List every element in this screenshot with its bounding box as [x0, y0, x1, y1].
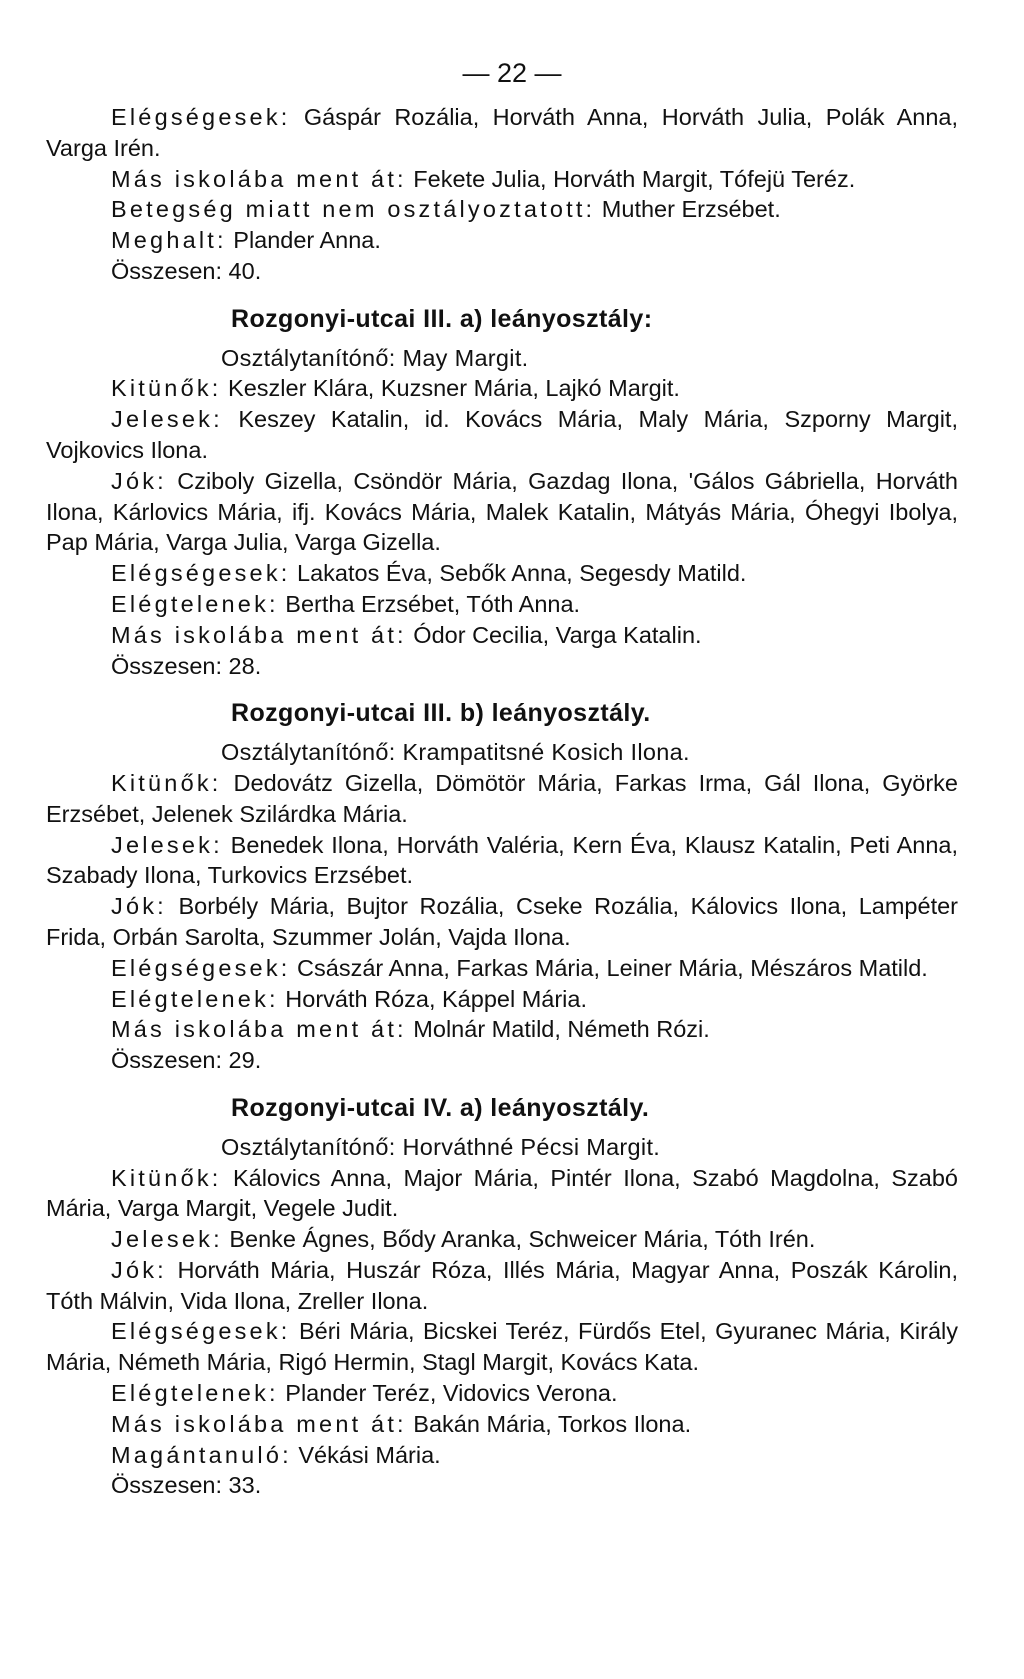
paragraph-text: 28. — [222, 652, 262, 679]
section-3b — [46, 698, 958, 1076]
paragraph-label: Összesen: — [111, 1047, 223, 1074]
page-content — [46, 102, 958, 1501]
paragraph-label: Összesen: — [111, 652, 223, 679]
section-heading: Rozgonyi-utcai III. b) leányosztály. — [231, 699, 651, 728]
paragraph-elegsegesek — [46, 102, 958, 164]
paragraph-elegsegesek — [46, 953, 958, 984]
paragraph-text: Benedek Ilona, Horváth Valéria, Kern Éva, Klausz Katalin, Peti Anna, Szabady Ilona, Turkovics Erzsébet. — [46, 831, 958, 889]
paragraph-label: Elégtelenek: — [111, 1380, 279, 1407]
paragraph-text: Kálovics Anna, Major Mária, Pintér Ilona, Szabó Magdolna, Szabó Mária, Varga Margit, Vegele Judit. — [46, 1164, 958, 1222]
paragraph-text: Gáspár Rozália, Horváth Anna, Horváth Julia, Polák Anna, Varga Irén. — [46, 104, 958, 161]
section-3a — [46, 304, 958, 682]
paragraph-label: Elégségesek: — [111, 104, 291, 130]
paragraph-text: Bakán Mária, Torkos Ilona. — [406, 1410, 692, 1437]
paragraph-jok — [46, 466, 958, 558]
paragraph-jelesek — [46, 1224, 958, 1255]
paragraph-label: Összesen: — [111, 1472, 223, 1499]
paragraph-text: Bertha Erzsébet, Tóth Anna. — [278, 590, 581, 617]
class-teacher: Osztálytanítónő: Krampatitsné Kosich Ilona. — [221, 739, 690, 766]
paragraph-text: Horváth Róza, Káppel Mária. — [278, 985, 588, 1012]
paragraph-mas-iskola — [46, 620, 958, 651]
paragraph-label: Kitünők: — [111, 1164, 222, 1191]
paragraph-text: Vékási Mária. — [291, 1441, 441, 1468]
section-continuation — [46, 102, 958, 287]
paragraph-mas-iskola — [46, 1014, 958, 1045]
paragraph-kitunok — [46, 1163, 958, 1225]
paragraph-text: Fekete Julia, Horváth Margit, Tófejü Teréz. — [406, 165, 856, 192]
page-number: — 22 — — [462, 58, 562, 88]
paragraph-label: Elégségesek: — [111, 1318, 291, 1345]
paragraph-text: Béri Mária, Bicskei Teréz, Fürdős Etel, Gyuranec Mária, Király Mária, Németh Mária, Rigó Hermin, Stagl Margit, Kovács Kata. — [46, 1318, 958, 1376]
paragraph-text: Plander Anna. — [226, 227, 381, 254]
paragraph-text: Borbély Mária, Bujtor Rozália, Cseke Rozália, Kálovics Ilona, Lampéter Frida, Orbán Sarolta, Szummer Jolán, Vajda Ilona. — [46, 893, 958, 950]
paragraph-label: Más iskolába ment át: — [111, 621, 407, 648]
paragraph-label: Elégségesek: — [111, 560, 291, 587]
paragraph-text: Császár Anna, Farkas Mária, Leiner Mária, Mészáros Matild. — [290, 954, 928, 981]
paragraph-label: Jók: — [111, 467, 167, 494]
paragraph-text: Plander Teréz, Vidovics Verona. — [278, 1380, 618, 1407]
paragraph-mas-iskola — [46, 164, 958, 195]
paragraph-osszesen — [46, 651, 958, 682]
paragraph-elegtelenek — [46, 589, 958, 620]
paragraph-elegtelenek — [46, 984, 958, 1015]
paragraph-text: Muther Erzsébet. — [595, 196, 781, 223]
section-heading: Rozgonyi-utcai IV. a) leányosztály. — [231, 1093, 650, 1122]
paragraph-text: Molnár Matild, Németh Rózi. — [406, 1016, 710, 1043]
paragraph-elegtelenek — [46, 1378, 958, 1409]
paragraph-label: Jelesek: — [111, 1226, 223, 1253]
paragraph-label: Más iskolába ment át: — [111, 165, 407, 192]
paragraph-text: Ódor Cecilia, Varga Katalin. — [406, 621, 702, 648]
paragraph-label: Jelesek: — [111, 406, 223, 433]
paragraph-text: Lakatos Éva, Sebők Anna, Segesdy Matild. — [290, 560, 747, 587]
paragraph-magantanulo — [46, 1440, 958, 1471]
paragraph-text: Horváth Mária, Huszár Róza, Illés Mária, Magyar Anna, Poszák Károlin, Tóth Málvin, Vida Ilona, Zreller Ilona. — [46, 1256, 958, 1314]
paragraph-elegsegesek — [46, 558, 958, 589]
paragraph-text: Cziboly Gizella, Csöndör Mária, Gazdag Ilona, 'Gálos Gábriella, Horváth Ilona, Kárlovics Mária, ifj. Kovács Mária, Malek Katalin, Mátyás Mária, Óhegyi Ibolya, Pap Mária, Varga Julia, Varga Gizella. — [46, 467, 958, 556]
paragraph-label: Elégtelenek: — [111, 985, 279, 1012]
paragraph-label: Jók: — [111, 1256, 167, 1283]
paragraph-label: Összesen: — [111, 257, 223, 284]
paragraph-text: 29. — [222, 1047, 262, 1074]
paragraph-label: Más iskolába ment át: — [111, 1016, 407, 1043]
paragraph-text: Keszler Klára, Kuzsner Mária, Lajkó Margit. — [221, 375, 680, 402]
paragraph-osszesen — [46, 1045, 958, 1076]
paragraph-text: 33. — [222, 1472, 262, 1499]
paragraph-kitunok — [46, 768, 958, 830]
paragraph-kitunok — [46, 373, 958, 404]
paragraph-betegseg — [46, 194, 958, 225]
paragraph-meghalt — [46, 225, 958, 256]
paragraph-label: Meghalt: — [111, 227, 227, 254]
paragraph-jok — [46, 891, 958, 953]
class-teacher: Osztálytanítónő: May Margit. — [221, 344, 529, 371]
paragraph-label: Kitünők: — [111, 769, 222, 796]
section-4a — [46, 1093, 958, 1501]
section-heading: Rozgonyi-utcai III. a) leányosztály: — [231, 304, 653, 333]
paragraph-label: Betegség miatt nem osztályoztatott: — [111, 196, 596, 223]
paragraph-jelesek — [46, 404, 958, 466]
paragraph-elegsegesek — [46, 1316, 958, 1378]
paragraph-label: Magántanuló: — [111, 1441, 292, 1468]
paragraph-mas-iskola — [46, 1409, 958, 1440]
paragraph-label: Jelesek: — [111, 831, 223, 858]
class-teacher: Osztálytanítónő: Horváthné Pécsi Margit. — [221, 1133, 661, 1160]
paragraph-text: 40. — [222, 257, 262, 284]
paragraph-label: Elégségesek: — [111, 954, 291, 981]
paragraph-osszesen — [46, 256, 958, 287]
paragraph-text: Keszey Katalin, id. Kovács Mária, Maly Mária, Szporny Margit, Vojkovics Ilona. — [46, 406, 958, 463]
paragraph-jok — [46, 1255, 958, 1317]
paragraph-label: Kitünők: — [111, 375, 222, 402]
paragraph-osszesen — [46, 1470, 958, 1501]
paragraph-text: Dedovátz Gizella, Dömötör Mária, Farkas Irma, Gál Ilona, Györke Erzsébet, Jelenek Szilárdka Mária. — [46, 769, 958, 827]
paragraph-text: Benke Ágnes, Bődy Aranka, Schweicer Mária, Tóth Irén. — [222, 1226, 816, 1253]
paragraph-label: Más iskolába ment át: — [111, 1410, 407, 1437]
paragraph-jelesek — [46, 830, 958, 892]
paragraph-label: Jók: — [111, 893, 167, 920]
paragraph-label: Elégtelenek: — [111, 590, 279, 617]
